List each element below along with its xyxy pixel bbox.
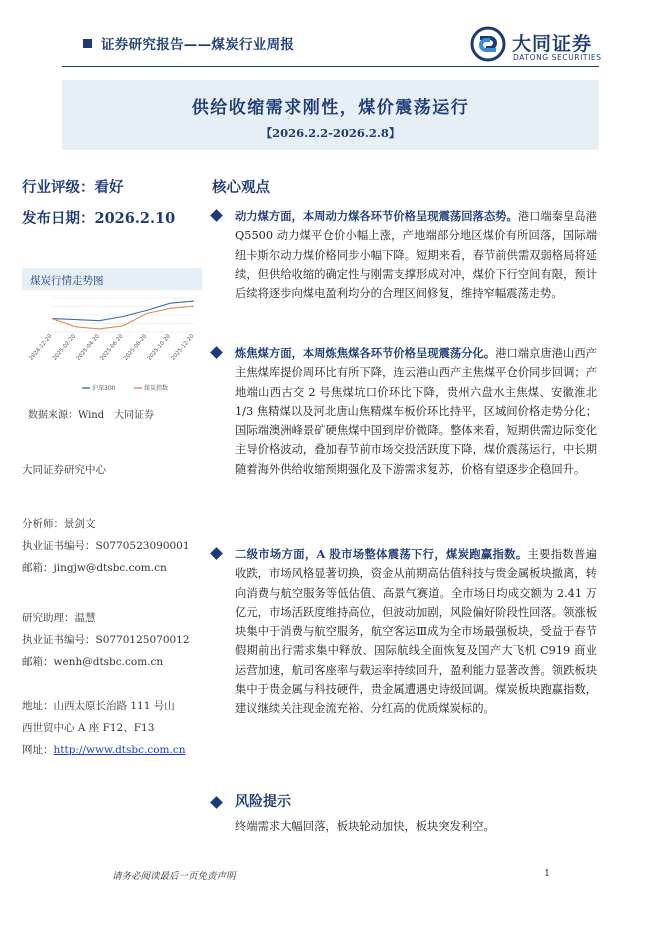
report-title: 供给收缩需求刚性，煤价震荡运行 bbox=[191, 98, 470, 118]
website-link[interactable]: http://www.dtsbc.com.cn bbox=[53, 744, 186, 756]
bullet-thermal-coal bbox=[212, 207, 597, 303]
bullet-diamond-icon bbox=[210, 796, 223, 809]
analyst-email: 邮箱：jingjw@dtsbc.com.cn bbox=[22, 562, 167, 574]
website-line bbox=[22, 742, 186, 757]
chart-x-tick-label: 2024-12-20 bbox=[28, 333, 54, 362]
chart-source: 数据来源：Wind 大同证券 bbox=[28, 410, 155, 421]
bullet-body: 港口端京唐港山西产主焦煤库提价周环比有所下降，连云港山西产主焦煤平仓价同步回调；产地端山西古交 2 号焦煤坑口价环比下降，贵州六盘水主焦煤、安徽淮北 1/3 焦精煤以及河北唐山焦精煤车板价环比持平，区域间价格走势分化；国际端澳洲峰景矿硬焦煤中国到岸价微降。整体来看，短期供需边际变化主导价格波动，叠加春节前市场交投活跃度下降，煤价震荡运行，中长期随着海外供给收缩预期强化及下游需求复苏，价格有望逐步企稳回升。 bbox=[235, 347, 597, 476]
website-label: 网址： bbox=[22, 744, 54, 756]
assistant-name: 研究助理：温慧 bbox=[22, 612, 96, 624]
logo-mark-icon bbox=[470, 26, 506, 62]
title-band bbox=[62, 80, 599, 150]
report-type: 证券研究报告——煤炭行业周报 bbox=[101, 37, 295, 53]
header-square-icon bbox=[83, 39, 92, 48]
chart-series-line-0 bbox=[52, 301, 194, 321]
chart-x-tick-label: 2025-10-20 bbox=[146, 333, 172, 362]
chart-x-tick-label: 2025-02-20 bbox=[52, 333, 78, 362]
risk-body: 终端需求大幅回落，板块轮动加快，板块突发利空。 bbox=[235, 820, 495, 834]
footer-disclaimer: 请务必阅读最后一页免责声明 bbox=[112, 871, 236, 882]
logo-name-en: DATONG SECURITIES bbox=[513, 53, 602, 62]
core-views-title: 核心观点 bbox=[212, 179, 270, 196]
chart-title: 煤炭行情走势图 bbox=[30, 275, 104, 287]
assistant-cert: 执业证书编号：S0770125070012 bbox=[22, 634, 190, 646]
bullet-head: 二级市场方面，A 股市场整体震荡下行，煤炭跑赢指数。 bbox=[235, 547, 528, 561]
bullet-body: 港口端秦皇岛港 Q5500 动力煤平仓价小幅上涨，产地端部分地区煤价有所回落，国际端纽卡斯尔动力煤价格同步小幅下降。短期来看，春节前供需双弱格局将延续，但供给收缩的确定性与刚需支撑形成对冲，煤价下行空间有限，预计后续将逐步向煤电盈利均分的合理区间修复，维持窄幅震荡走势。 bbox=[235, 210, 597, 301]
chart-legend-label: 煤炭指数 bbox=[144, 385, 169, 392]
bullet-secondary-market bbox=[212, 545, 597, 719]
risk-title: 风险提示 bbox=[235, 794, 291, 810]
chart-x-tick-label: 2025-12-20 bbox=[170, 333, 196, 362]
bullet-head: 动力煤方面，本周动力煤各环节价格呈现震荡回落态势。 bbox=[235, 209, 518, 223]
bullet-diamond-icon bbox=[210, 547, 223, 560]
bullet-coking-coal bbox=[212, 344, 597, 479]
chart-x-tick-label: 2025-08-20 bbox=[123, 333, 149, 362]
chart-series-line-1 bbox=[52, 306, 194, 329]
risk-title-row bbox=[235, 793, 597, 812]
bullet-body: 主要指数普遍收跌，市场风格显著切换，资金从前期高估值科技与贵金属板块撤离，转向消费与航空服务等低估值、高景气赛道。全市场日均成交额为 2.41 万亿元，市场活跃度维持高位，但波动加剧，风险偏好阶段性回落。领涨板块集中于消费与航空服务，航空客运Ⅲ成为全市场最强板块，受益于春节假期前出行需求集中释放、国际航线全面恢复及国产大飞机 C919 商业运营加速，航司客座率与载运率持续回升，盈利能力显著改善。领跌板块集中于贵金属与科技硬件，贵金属遭遇史诗级回调。煤炭板块跑赢指数，建议继续关注现金流充裕、分红高的优质煤炭标的。 bbox=[235, 548, 597, 716]
analyst-cert: 执业证书编号：S0770523090001 bbox=[22, 540, 190, 552]
trend-chart-svg bbox=[22, 292, 202, 400]
logo-name-cn: 大同证券 bbox=[512, 33, 593, 55]
publish-date: 发布日期：2026.2.10 bbox=[22, 210, 176, 227]
address-line-2: 西世贸中心 A 座 F12、F13 bbox=[22, 722, 155, 734]
bullet-diamond-icon bbox=[210, 209, 223, 222]
bullet-diamond-icon bbox=[210, 346, 223, 359]
analyst-name: 分析师：景剑文 bbox=[22, 518, 96, 530]
institute-name: 大同证券研究中心 bbox=[22, 464, 106, 476]
report-date-range: 【2026.2.2-2026.2.8】 bbox=[260, 126, 401, 140]
address-line-1: 地址：山西太原长治路 111 号山 bbox=[22, 700, 175, 712]
page-header bbox=[0, 0, 662, 80]
bullet-text bbox=[235, 207, 597, 303]
industry-rating: 行业评级：看好 bbox=[22, 179, 124, 196]
chart-x-tick-label: 2025-06-20 bbox=[99, 333, 125, 362]
risk-section bbox=[212, 793, 597, 837]
chart-x-tick-label: 2025-04-20 bbox=[75, 333, 101, 362]
bullet-text bbox=[235, 545, 597, 719]
chart-legend-label: 沪深300 bbox=[92, 385, 116, 392]
bullet-text bbox=[235, 344, 597, 479]
page-number: 1 bbox=[544, 868, 551, 879]
chart-title-bar bbox=[22, 268, 202, 290]
assistant-email: 邮箱：wenh@dtsbc.com.cn bbox=[22, 656, 164, 668]
company-logo bbox=[470, 26, 620, 66]
bullet-head: 炼焦煤方面，本周炼焦煤各环节价格呈现震荡分化。 bbox=[235, 346, 496, 360]
header-divider bbox=[62, 66, 599, 67]
market-trend-chart bbox=[22, 268, 202, 400]
